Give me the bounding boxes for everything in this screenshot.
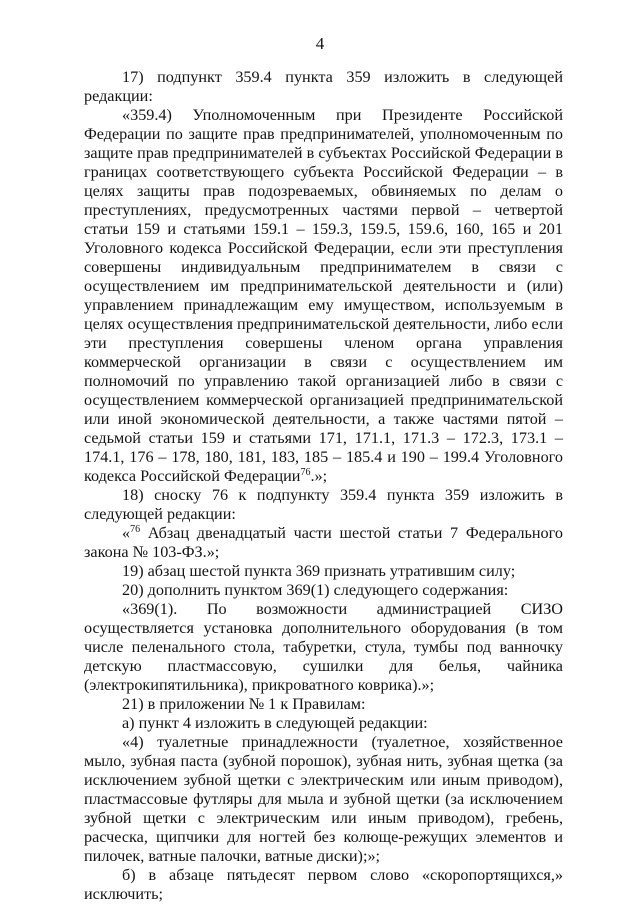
paragraph-19: 19) абзац шестой пункта 369 признать утратившим силу; xyxy=(122,562,516,580)
page-number: 4 xyxy=(315,34,325,53)
paragraph-17-quote-text: «359.4) Уполномоченным при Президенте Российской Федерации по защите прав предпринимателей, уполномоченным по защите прав предпринимателей в субъектах Российской Федерации в границах соответствующего субъекта Российской Федерации – в целях защиты прав подозреваемых, обвиняемых по делам о преступлениях, предусмотренных частями первой – четвертой статьи 159 и статьями 159.1 – 159.3, 159.5, 159.6, 160, 165 и 201 Уголовного кодекса Российской Федерации, если эти преступления совершены индивидуальным предпринимателем в связи с осуществлением им предпринимательской деятельности и (или) управлением принадлежащим ему имуществом, используемым в целях осуществления предпринимательской деятельности, либо если эти преступления совершены членом органа управления коммерческой организации в связи с осуществлением им полномочий по управлению такой организацией либо в связи с осуществлением коммерческой организацией предпринимательской или иной экономической деятельности, а также частями пятой – седьмой статьи 159 и статьями 171, 171.1, 171.3 – 172.3, 173.1 – 174.1, 176 – 178, 180, 181, 183, 185 – 185.4 и 190 – 199.4 Уголовного кодекса Российской Федерации xyxy=(84,106,563,485)
paragraph-18-quote-text: Абзац двенадцатый части шестой статьи 7 Федерального закона № 103-ФЗ.»; xyxy=(84,524,563,561)
footnote-mark-76: 76 xyxy=(130,524,141,535)
paragraph-20-quote: «369(1). По возможности администрацией СИЗО осуществляется установка дополнительного оборудования (в том числе пеленального стола, табуретки, стула, тумбы под ванночку детскую пластмассовую, сушилки для белья, чайника (электрокипятильника), прикроватного коврика).»; xyxy=(84,600,563,694)
document-body xyxy=(84,68,563,904)
paragraph-17-quote xyxy=(84,106,563,486)
footnote-ref-76: 76 xyxy=(300,467,311,478)
paragraph-21-b: б) в абзаце пятьдесят первом слово «скоропортящихся,» исключить; xyxy=(84,866,563,903)
paragraph-18: 18) сноску 76 к подпункту 359.4 пункта 359 изложить в следующей редакции: xyxy=(84,486,563,523)
paragraph-20: 20) дополнить пунктом 369(1) следующего содержания: xyxy=(122,581,509,599)
paragraph-21: 21) в приложении № 1 к Правилам: xyxy=(122,695,366,713)
paragraph-18-quote xyxy=(84,524,563,562)
paragraph-21-a-quote: «4) туалетные принадлежности (туалетное, хозяйственное мыло, зубная паста (зубной порошок), зубная нить, зубная щетка (за исключением зубной щетки с электрическим или иным приводом), пластмассовые футляры для мыла и зубной щетки (за исключением зубной щетки с электрическим или иным приводом), гребень, расческа, щипчики для ногтей без колюще-режущих элементов и пилочек, ватные палочки, ватные диски);»; xyxy=(84,733,563,865)
paragraph-21-a: а) пункт 4 изложить в следующей редакции: xyxy=(122,714,428,732)
paragraph-17: 17) подпункт 359.4 пункта 359 изложить в следующей редакции: xyxy=(84,68,563,105)
quote-open: « xyxy=(122,524,131,542)
paragraph-17-quote-end: .»; xyxy=(310,467,328,485)
